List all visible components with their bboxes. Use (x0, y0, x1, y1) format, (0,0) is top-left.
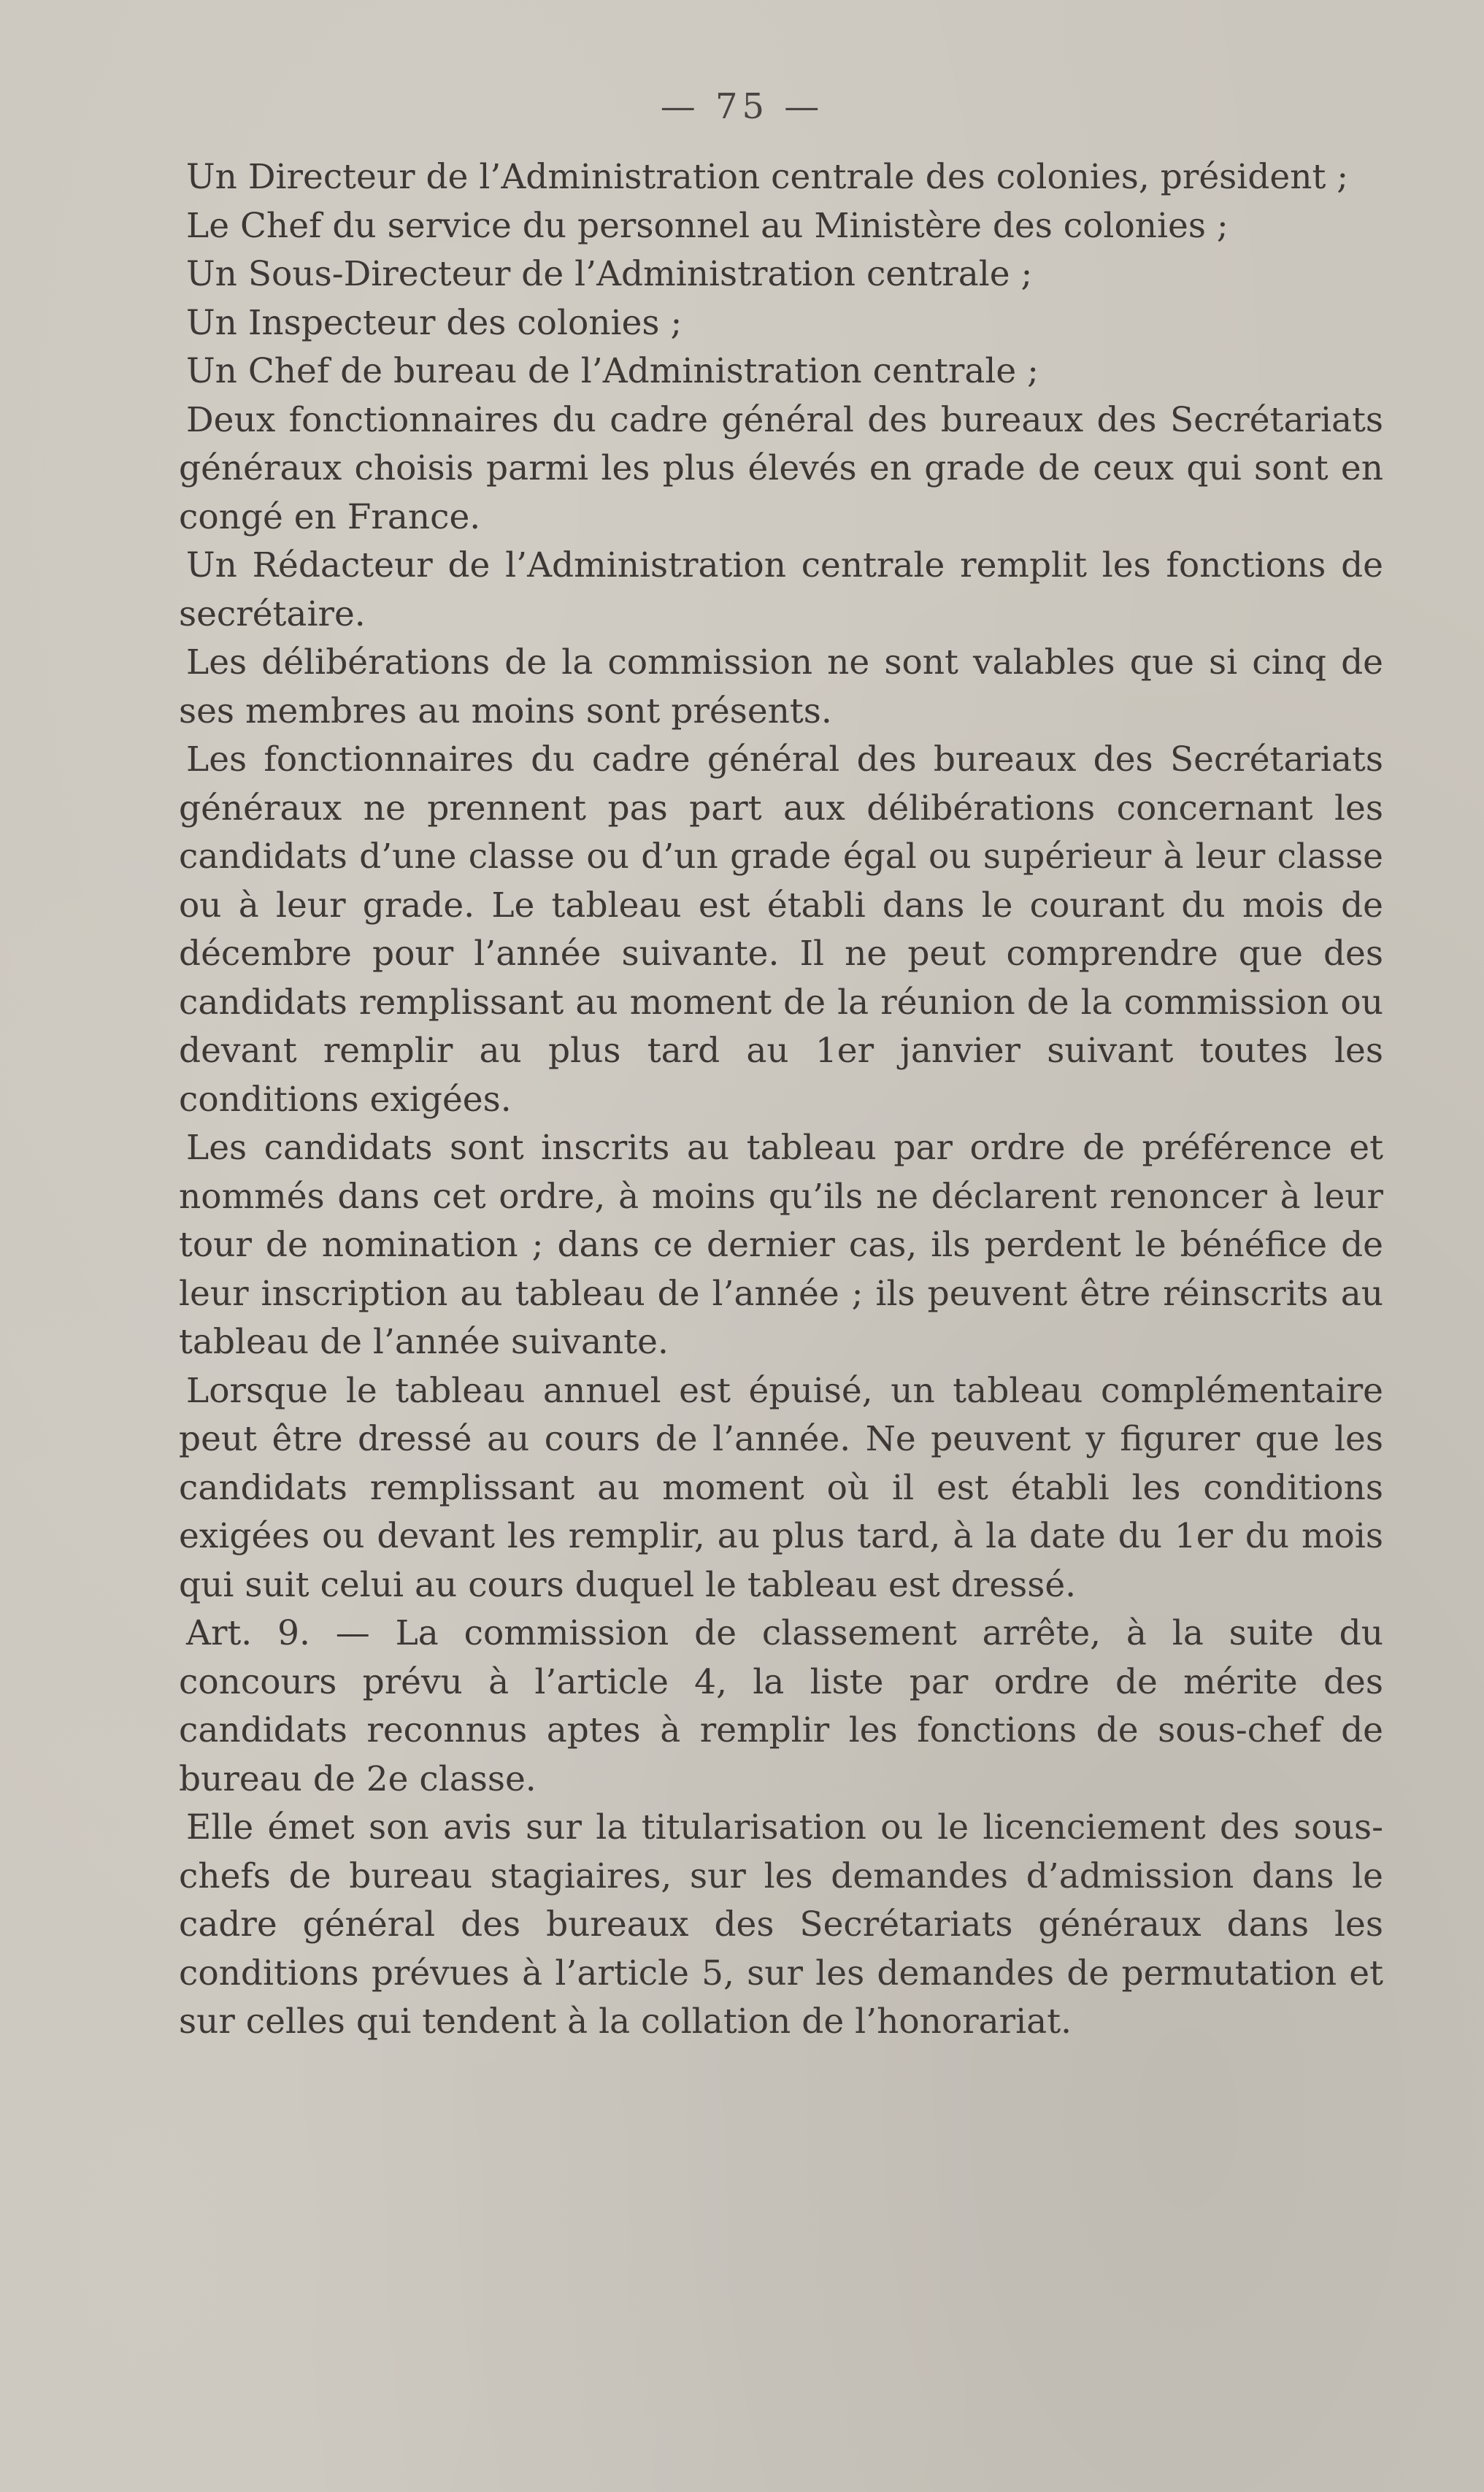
paragraph-6: Deux fonctionnaires du cadre général des bureaux des Secrétariats généraux choisis parmi les plus élevés en grade de ceux qui sont en congé en France. (179, 399, 1383, 537)
body-text (179, 153, 1383, 2047)
paragraph-article-9: Art. 9. — La commission de classement arrête, à la suite du concours prévu à l’article 4, la liste par ordre de mérite des candidats reconnus aptes à remplir les fonctions de sous-chef de bureau de 2e classe. (179, 1613, 1383, 1799)
paragraph-13: Elle émet son avis sur la titularisation ou le licenciement des sous-chefs de bureau stagiaires, sur les demandes d’admission dans le cadre général des bureaux des Secrétariats généraux dans les conditions prévues à l’article 5, sur les demandes de permutation et sur celles qui tendent à la collation de l’honorariat. (179, 1807, 1383, 2042)
paragraph-1: Un Directeur de l’Administration centrale des colonies, président ; (186, 157, 1349, 197)
paragraph-11: Lorsque le tableau annuel est épuisé, un tableau complémentaire peut être dressé au cours de l’année. Ne peuvent y figurer que les candidats remplissant au moment où il est établi les conditions exigées ou devant les remplir, au plus tard, à la date du 1er du mois qui suit celui au cours duquel le tableau est dressé. (179, 1370, 1383, 1605)
paragraph-10: Les candidats sont inscrits au tableau par ordre de préférence et nommés dans cet ordre, à moins qu’ils ne déclarent renoncer à leur tour de nomination ; dans ce dernier cas, ils perdent le bénéfice de leur inscription au tableau de l’année ; ils peuvent être réinscrits au tableau de l’année suivante. (179, 1128, 1383, 1362)
paragraph-3: Un Sous-Directeur de l’Administration centrale ; (186, 254, 1033, 294)
paragraph-8: Les délibérations de la commission ne sont valables que si cinq de ses membres au moins sont présents. (179, 642, 1383, 731)
paragraph-5: Un Chef de bureau de l’Administration centrale ; (186, 351, 1039, 391)
paragraph-7: Un Rédacteur de l’Administration centrale remplit les fonctions de secrétaire. (179, 545, 1383, 634)
paragraph-2: Le Chef du service du personnel au Ministère des colonies ; (186, 205, 1229, 246)
page-number: — 75 — (660, 86, 824, 127)
paragraph-4: Un Inspecteur des colonies ; (186, 302, 683, 343)
paragraph-9: Les fonctionnaires du cadre général des bureaux des Secrétariats généraux ne prennent pas part aux délibérations concernant les candidats d’une classe ou d’un grade égal ou supérieur à leur classe ou à leur grade. Le tableau est établi dans le courant du mois de décembre pour l’année suivante. Il ne peut comprendre que des candidats remplissant au moment de la réunion de la commission ou devant remplir au plus tard au 1er janvier suivant toutes les conditions exigées. (179, 739, 1383, 1120)
